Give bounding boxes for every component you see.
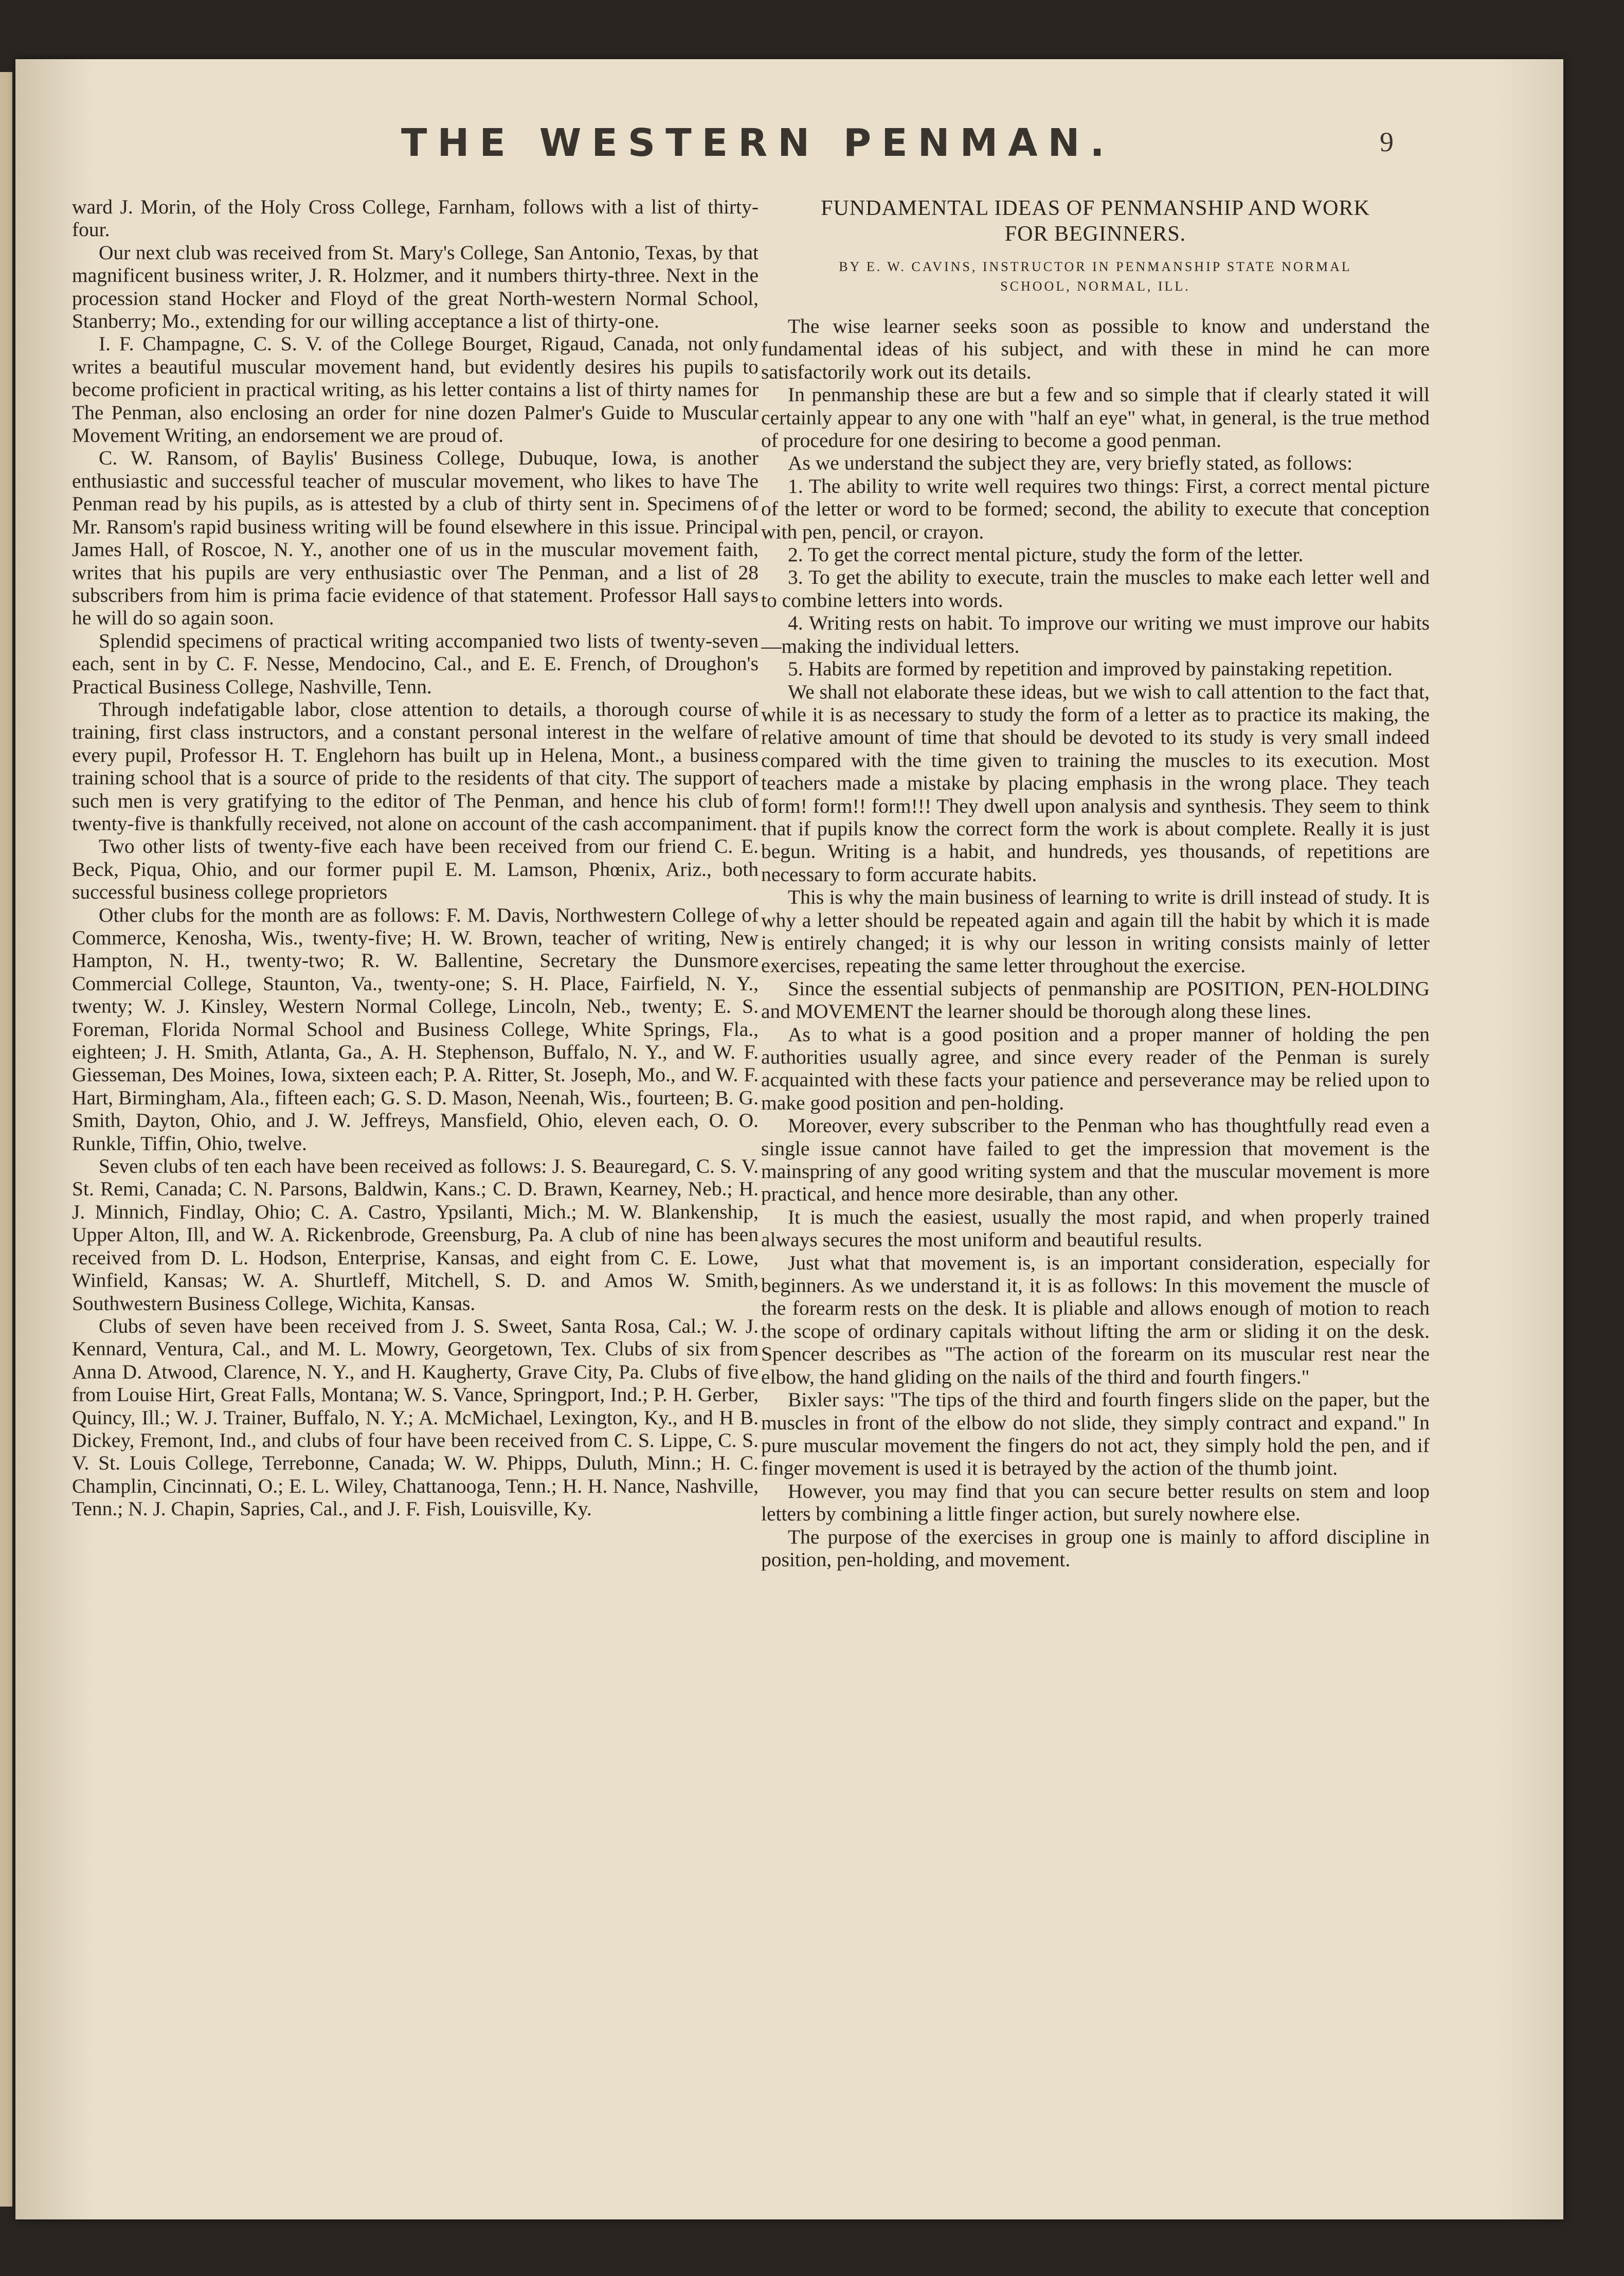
article-paragraph: 3. To get the ability to execute, train the muscles to make each letter well and to combine letters into words. [761,566,1430,612]
left-paragraph: ward J. Morin, of the Holy Cross College, Farnham, follows with a list of thirty-four. [72,195,759,241]
byline-line: BY E. W. CAVINS, INSTRUCTOR IN PENMANSHIP STATE NORMAL [839,259,1352,274]
article-title-line: FUNDAMENTAL IDEAS OF PENMANSHIP AND WORK [821,196,1370,220]
left-paragraph: Clubs of seven have been received from J. S. Sweet, Santa Rosa, Cal.; W. J. Kennard, Ventura, Cal., and M. L. Mowry, Georgetown, Tex. Clubs of six from Anna D. Atwood, Clarence, N. Y., and H. Kaugherty, Grave City, Pa. Clubs of five from Louise Hirt, Great Falls, Montana; W. S. Vance, Springport, Ind.; P. H. Gerber, Quincy, Ill.; W. J. Trainer, Buffalo, N. Y.; A. McMichael, Lexington, Ky., and H B. Dickey, Fremont, Ind., and clubs of four have been received from C. S. Lippe, C. S. V. St. Louis College, Terrebonne, Canada; W. W. Phipps, Duluth, Minn.; H. C. Champlin, Cincinnati, O.; E. L. Wiley, Chattanooga, Tenn.; H. H. Nance, Nashville, Tenn.; N. J. Chapin, Sapries, Cal., and J. F. Fish, Louisville, Ky. [72,1314,759,1520]
article-title [761,195,1430,247]
article-title-line: FOR BEGINNERS. [1004,222,1186,246]
article-byline [761,257,1430,296]
left-paragraph: C. W. Ransom, of Baylis' Business College, Dubuque, Iowa, is another enthusiastic and successful teacher of muscular movement, who likes to have The Penman read by his pupils, as is attested by a club of thirty sent in. Specimens of Mr. Ransom's rapid business writing will be found elsewhere in this issue. Principal James Hall, of Roscoe, N. Y., another one of us in the muscular movement faith, writes that his pupils are very enthusiastic over The Penman, and a list of 28 subscribers from him is prima facie evidence of that statement. Professor Hall says he will do so again soon. [72,446,759,630]
left-paragraph: Other clubs for the month are as follows: F. M. Davis, Northwestern College of Commerce, Kenosha, Wis., twenty-five; H. W. Brown, teacher of writing, New Hampton, N. H., twenty-two; R. W. Ballentine, Secretary the Dunsmore Commercial College, Staunton, Va., twenty-one; S. H. Place, Fairfield, N. Y., twenty; W. J. Kinsley, Western Normal College, Lincoln, Neb., twenty; E. S. Foreman, Florida Normal School and Business College, White Springs, Fla., eighteen; J. H. Smith, Atlanta, Ga., A. H. Stephenson, Buffalo, N. Y., and W. F. Giesseman, Des Moines, Iowa, sixteen each; P. A. Ritter, St. Joseph, Mo., and W. F. Hart, Birmingham, Ala., fifteen each; G. S. D. Mason, Neenah, Wis., fourteen; B. G. Smith, Dayton, Ohio, and J. W. Jeffreys, Mansfield, Ohio, eleven each, O. O. Runkle, Tiffin, Ohio, twelve. [72,903,759,1155]
article-paragraph: 5. Habits are formed by repetition and improved by painstaking repetition. [788,657,1393,680]
article-paragraph: 4. Writing rests on habit. To improve our writing we must improve our habits—making the individual letters. [761,612,1430,657]
masthead: THE WESTERN PENMAN. [401,121,1115,165]
left-column [72,195,759,2124]
article-paragraph: However, you may find that you can secure better results on stem and loop letters by combining a little finger action, but surely nowhere else. [761,1479,1430,1526]
article-paragraph: We shall not elaborate these ideas, but we wish to call attention to the fact that, while it is as necessary to study the form of a letter as to practice its making, the relative amount of time that should be devoted to its study is very small indeed compared with the time given to training the muscles to its execution. Most teachers made a mistake by placing emphasis in the wrong place. They teach form! form!! form!!! They dwell upon analysis and synthesis. They seem to think that if pupils know the correct form the work is about complete. Really it is just begun. Writing is a habit, and hundreds, yes thousands, of repetitions are necessary to form accurate habits. [761,680,1430,886]
left-paragraph: Our next club was received from St. Mary's College, San Antonio, Texas, by that magnificent business writer, J. R. Holzmer, and it numbers thirty-three. Next in the procession stand Hocker and Floyd of the great North-western Normal School, Stanberry; Mo., extending for our willing acceptance a list of thirty-one. [72,241,759,333]
right-column [761,195,1430,2124]
article-paragraph: As to what is a good position and a proper manner of holding the pen authorities usually agree, and since every reader of the Penman is surely acquainted with these facts your patience and perseverance may be relied upon to make good position and pen-holding. [761,1023,1430,1114]
page-number: 9 [1380,127,1394,157]
article-paragraph: 1. The ability to write well requires two things: First, a correct mental picture of the letter or word to be formed; second, the ability to execute that conception with pen, pencil, or crayon. [761,474,1430,543]
left-paragraph: Seven clubs of ten each have been received as follows: J. S. Beauregard, C. S. V. St. Remi, Canada; C. N. Parsons, Baldwin, Kans.; C. D. Brawn, Kearney, Neb.; H. J. Minnich, Findlay, Ohio; C. A. Castro, Ypsilanti, Mich.; M. W. Blankenship, Upper Alton, Ill, and W. A. Rickenbrode, Greensburg, Pa. A club of nine has been received from D. L. Hodson, Enterprise, Kansas, and eight from C. E. Lowe, Winfield, Kansas; W. A. Shurtleff, Mitchell, S. D. and Amos W. Smith, Southwestern Business College, Wichita, Kansas. [72,1155,759,1315]
left-paragraph: Through indefatigable labor, close attention to details, a thorough course of training, first class instructors, and a constant personal interest in the welfare of every pupil, Professor H. T. Englehorn has built up in Helena, Mont., a business training school that is a source of pride to the residents of that city. The support of such men is very gratifying to the editor of The Penman, and hence his club of twenty-five is thankfully received, not alone on account of the cash accompaniment. [72,697,759,835]
article-paragraph: In penmanship these are but a few and so simple that if clearly stated it will certainly appear to any one with "half an eye" what, in general, is the true method of procedure for one desiring to become a good penman. [761,383,1430,452]
article-paragraph: It is much the easiest, usually the most rapid, and when properly trained always secures the most uniform and beautiful results. [761,1205,1430,1251]
article-paragraph: This is why the main business of learning to write is drill instead of study. It is why a letter should be repeated again and again till the habit by which it is made is entirely changed; it is why our lesson in writing consists mainly of letter exercises, repeating the same letter throughout the exercise. [761,886,1430,977]
previous-page-edge [0,72,12,2207]
article-paragraph: Moreover, every subscriber to the Penman who has thoughtfully read even a single issue cannot have failed to get the impression that movement is the mainspring of any good writing system and that the muscular movement is more practical, and hence more desirable, than any other. [761,1114,1430,1206]
article-paragraph: Just what that movement is, is an important consideration, especially for beginners. As we understand it, it is as follows: In this movement the muscle of the forearm rests on the desk. It is pliable and allows enough of motion to reach the scope of ordinary capitals without lifting the arm or sliding it on the desk. Spencer describes as "The action of the forearm on its muscular rest near the elbow, the hand gliding on the nails of the third and fourth fingers." [761,1251,1430,1388]
article-paragraph: The purpose of the exercises in group one is mainly to afford discipline in position, pen-holding, and movement. [761,1525,1430,1571]
left-paragraph: Splendid specimens of practical writing accompanied two lists of twenty-seven each, sent in by C. F. Nesse, Mendocino, Cal., and E. E. French, of Droughon's Practical Business College, Nashville, Tenn. [72,629,759,698]
left-paragraph: Two other lists of twenty-five each have been received from our friend C. E. Beck, Piqua, Ohio, and our former pupil E. M. Lamson, Phœnix, Ariz., both successful business college proprietors [72,835,759,904]
article-paragraph: The wise learner seeks soon as possible to know and understand the fundamental ideas of his subject, and with these in mind he can more satisfactorily work out its details. [761,315,1430,383]
byline-line: SCHOOL, NORMAL, ILL. [1000,279,1190,294]
article-paragraph: Bixler says: "The tips of the third and fourth fingers slide on the paper, but the muscles in front of the elbow do not slide, they simply contract and expand." In pure muscular movement the fingers do not act, they simply hold the pen, and if finger movement is used it is betrayed by the action of the thumb joint. [761,1388,1430,1480]
article-paragraph: As we understand the subject they are, very briefly stated, as follows: [788,452,1352,475]
article-paragraph: Since the essential subjects of penmanship are POSITION, PEN-HOLDING and MOVEMENT the learner should be thorough along these lines. [761,977,1430,1023]
left-paragraph: I. F. Champagne, C. S. V. of the College Bourget, Rigaud, Canada, not only writes a beautiful muscular movement hand, but evidently desires his pupils to become proficient in practical writing, as his letter contains a list of thirty names for The Penman, also enclosing an order for nine dozen Palmer's Guide to Muscular Movement Writing, an endorsement we are proud of. [72,332,759,447]
article-paragraph: 2. To get the correct mental picture, study the form of the letter. [788,543,1304,566]
